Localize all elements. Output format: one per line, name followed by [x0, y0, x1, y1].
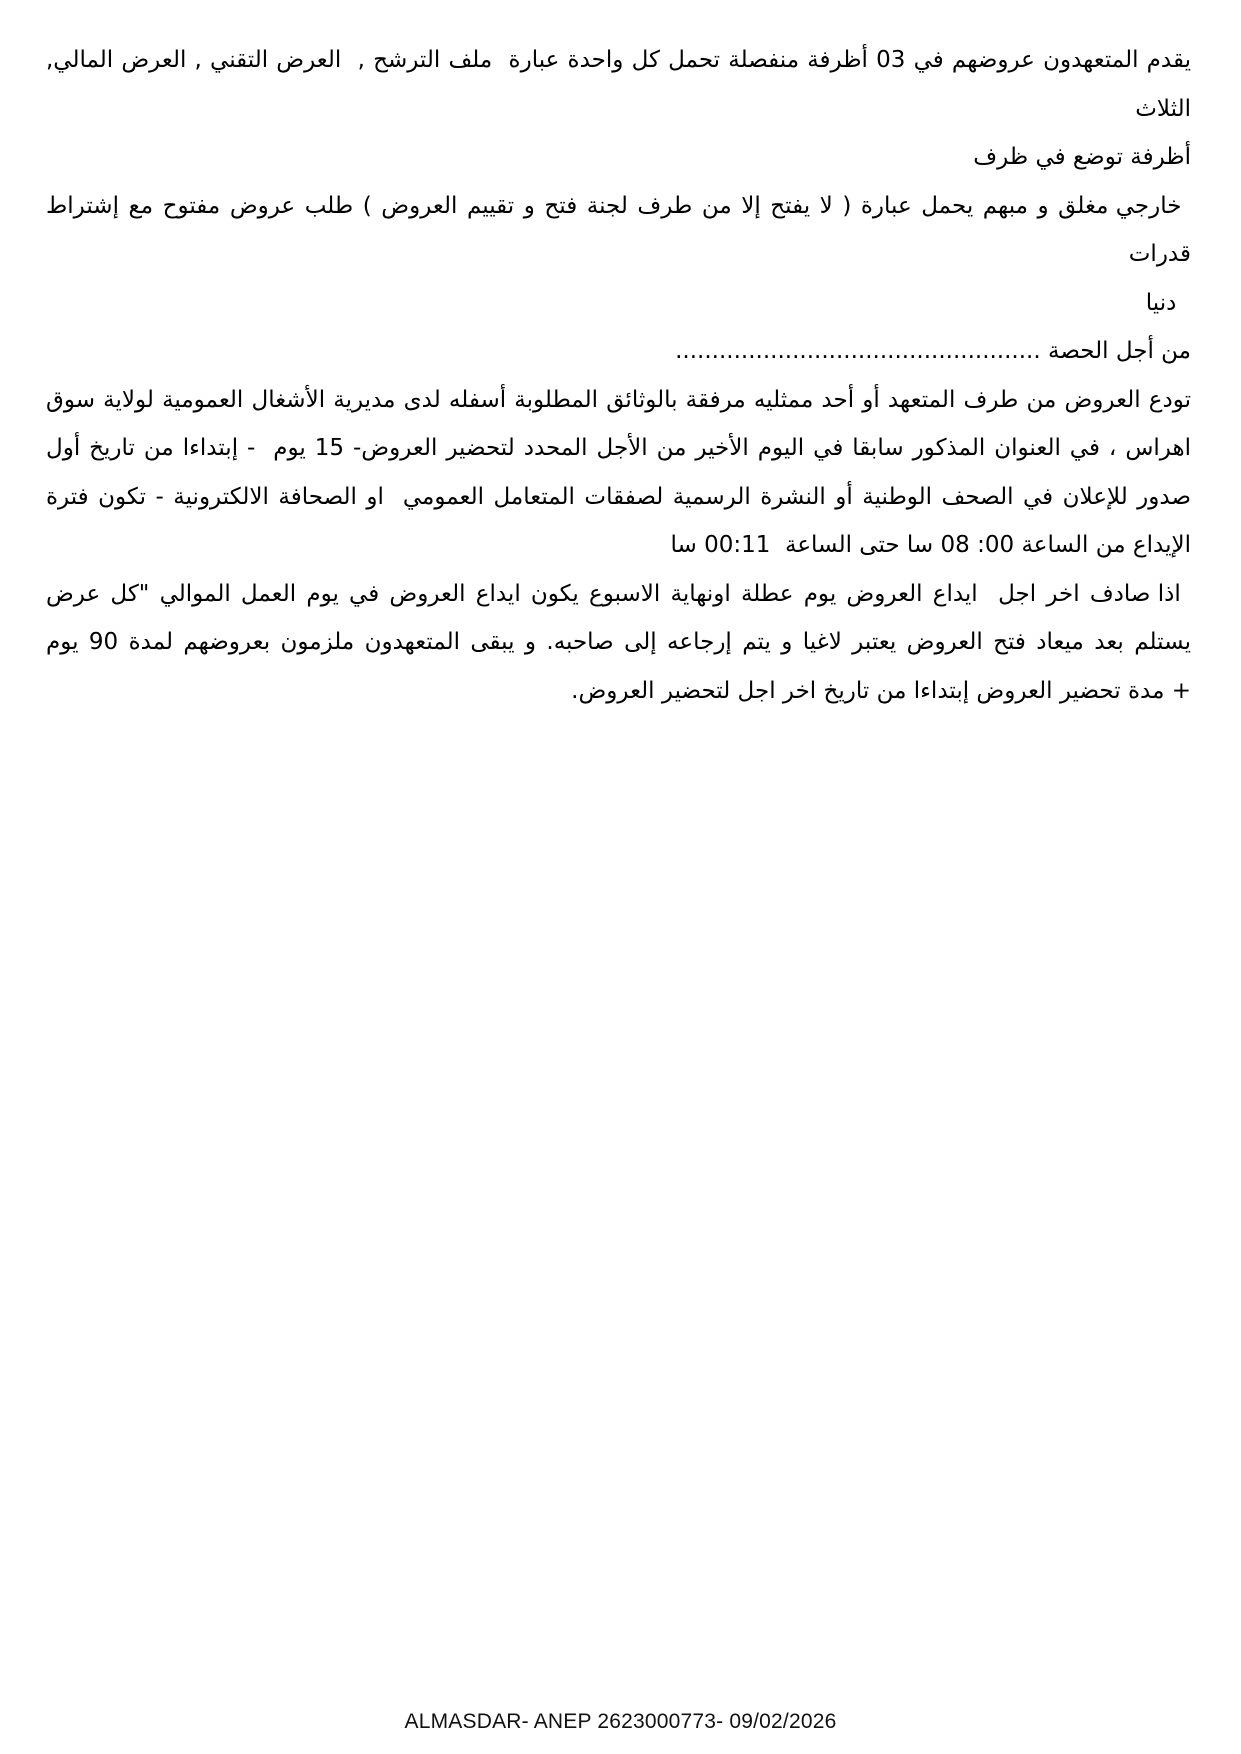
text-line: يستلم بعد ميعاد فتح العروض يعتبر لاغيا و يتم إرجاعه إلى صاحبه. و يبقى المتعهدون ملزمون بعروضهم لمدة 90 يوم	[46, 629, 1191, 655]
footer-publication-reference: ALMASDAR- ANEP 2623000773- 09/02/2026	[404, 1710, 837, 1733]
document-body-text	[31, 36, 1191, 715]
text-line: صدور للإعلان في الصحف الوطنية أو النشرة الرسمية لصفقات المتعامل العمومي او الصحافة الالكترونية - تكون فترة	[46, 483, 1191, 510]
text-line: أظرفة توضع في ظرف	[973, 144, 1191, 170]
text-line: دنيا	[1145, 289, 1191, 316]
text-line: تودع العروض من طرف المتعهد أو أحد ممثليه مرفقة بالوثائق المطلوبة أسفله لدى مديرية الأشغال العمومية لولاية سوق	[46, 386, 1191, 413]
text-line: + مدة تحضير العروض إبتداءا من تاريخ اخر اجل لتحضير العروض.	[571, 677, 1191, 704]
text-line: الإيداع من الساعة 00: 08 سا حتى الساعة 00:11 سا	[670, 532, 1191, 558]
text-line: من أجل الحصة ..................................................	[675, 338, 1191, 364]
text-line: اهراس ، في العنوان المذكور سابقا في اليوم الأخير من الأجل المحدد لتحضير العروض- 15 يوم - إبتداءا من تاريخ أول	[46, 435, 1191, 461]
text-line: يقدم المتعهدون عروضهم في 03 أظرفة منفصلة تحمل كل واحدة عبارة ملف الترشح , العرض التقني , العرض المالي, الثلاث	[31, 47, 1191, 122]
text-line: اذا صادف اخر اجل ايداع العروض يوم عطلة اونهاية الاسبوع يكون ايداع العروض في يوم العمل الموالي "كل عرض	[46, 580, 1191, 607]
text-line: خارجي مغلق و مبهم يحمل عبارة ( لا يفتح إلا من طرف لجنة فتح و تقييم العروض ) طلب عروض مفتوح مع إشتراط قدرات	[38, 192, 1191, 267]
